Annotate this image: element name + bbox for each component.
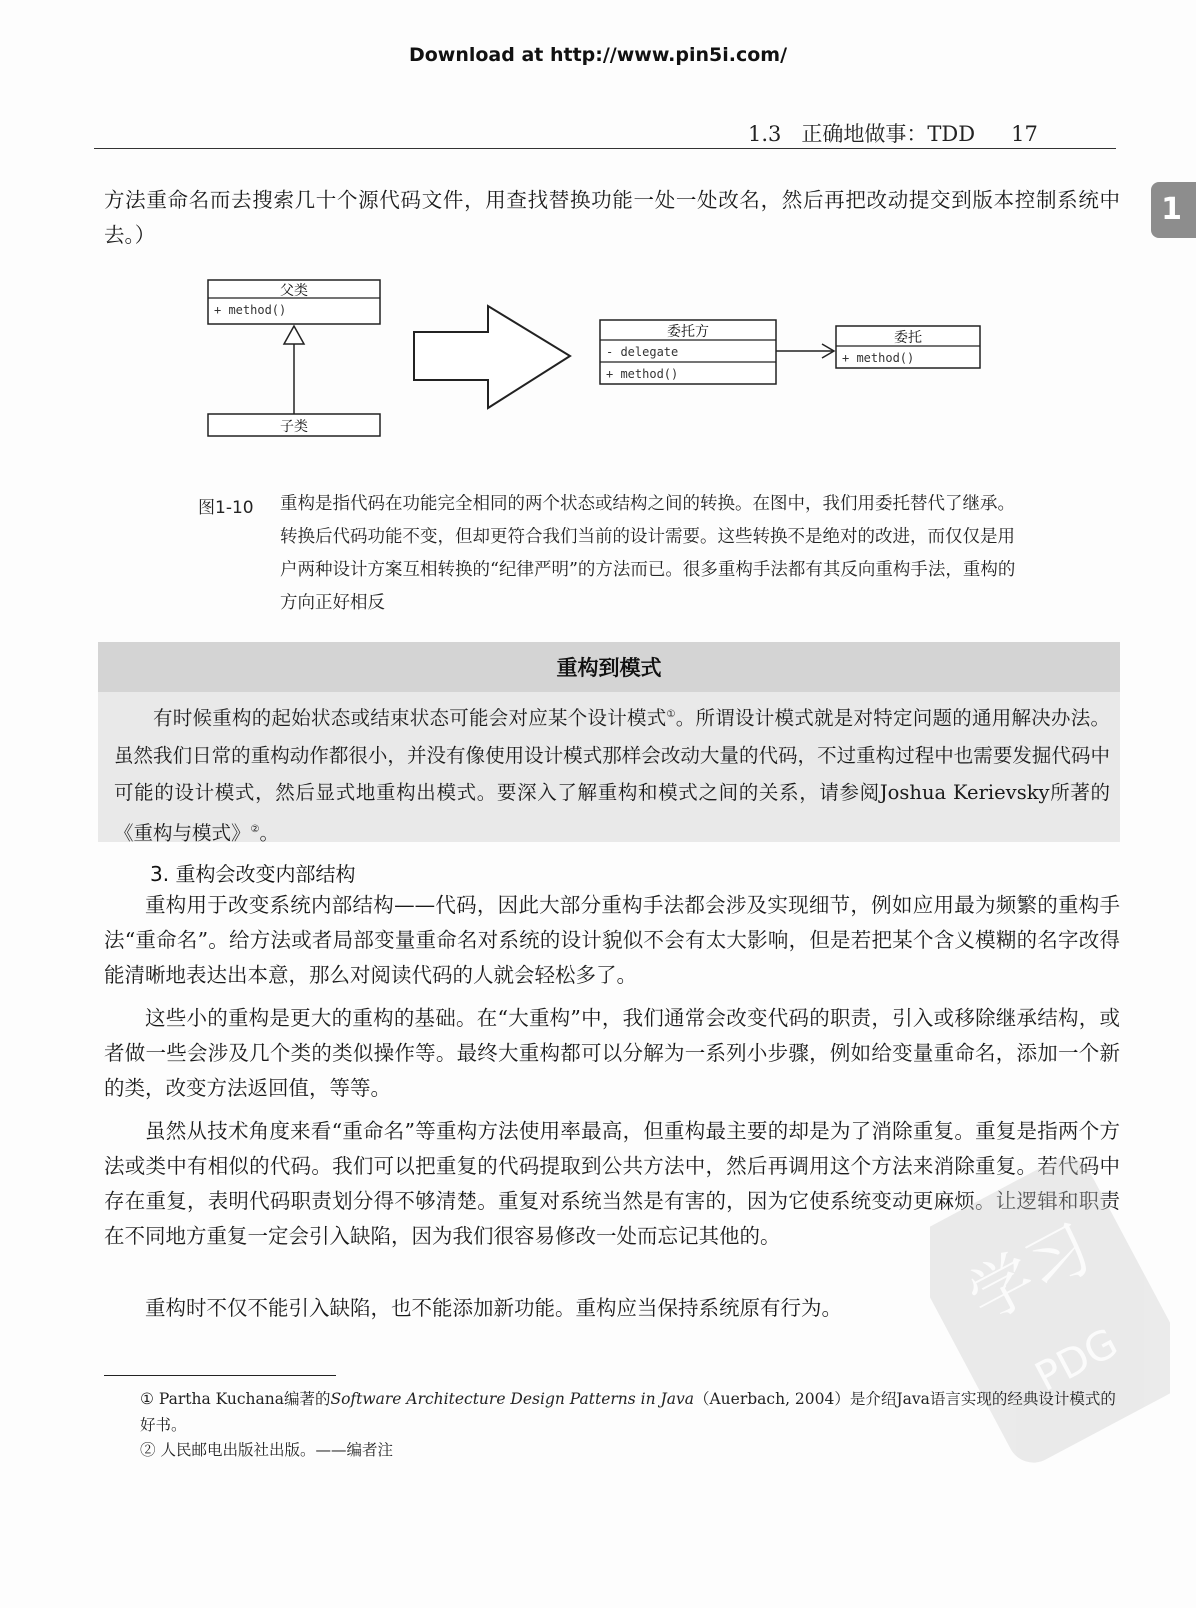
delegator-method: + method()	[606, 367, 679, 381]
footnote-1-author: Partha Kuchana编著的	[158, 1390, 331, 1408]
sidebar-title: 重构到模式	[556, 656, 662, 680]
sidebar-text-1: 有时候重构的起始状态或结束状态可能会对应某个设计模式	[153, 706, 667, 730]
delegator-class-box	[600, 320, 776, 384]
figure-label: 图1-10	[198, 498, 254, 518]
section-title: 正确地做事：TDD	[801, 122, 976, 146]
body-paragraph-2: 这些小的重构是更大的重构的基础。在“大重构”中，我们通常会改变代码的职责，引入或移除继承结构，或者做一些会涉及几个类的类似操作等。最终大重构都可以分解为一系列小步骤，例如给变量重命名，添加一个新的类，改变方法返回值，等等。	[104, 1006, 1120, 1100]
child-class-name: 子类	[280, 419, 308, 435]
footnote-2-marker: ②	[140, 1441, 156, 1459]
footnote-rule	[104, 1375, 336, 1376]
running-header	[748, 118, 1038, 148]
parent-class-box	[208, 280, 380, 324]
footnote-ref-1: ①	[666, 709, 676, 720]
watermark-characters: 学习	[956, 1211, 1105, 1337]
body-paragraph-1: 重构用于改变系统内部结构——代码，因此大部分重构手法都会涉及实现细节，例如应用最为频繁的重构手法“重命名”。给方法或者局部变量重命名对系统的设计貌似不会有太大影响，但是若把某个含义模糊的名字改得能清晰地表达出本意，那么对阅读代码的人就会轻松多了。	[104, 893, 1120, 987]
section-number: 1.3	[748, 122, 782, 146]
section-heading: 3. 重构会改变内部结构	[150, 862, 356, 886]
body-paragraph-3: 虽然从技术角度来看“重命名”等重构方法使用率最高，但重构最主要的却是为了消除重复。重复是指两个方法或类中有相似的代码。我们可以把重复的代码提取到公共方法中，然后再调用这个方法来消除重复。若代码中存在重复，表明代码职责划分得不够清楚。重复对系统当然是有害的，因为它使系统变动更麻烦。让逻辑和职责在不同地方重复一定会引入缺陷，因为我们很容易修改一处而忘记其他的。	[104, 1119, 1120, 1248]
footnote-1-rest: （Auerbach, 2004）是介绍Java语言实现的经典设计模式的好书。	[140, 1390, 1116, 1434]
body-paragraph-4: 重构时不仅不能引入缺陷，也不能添加新功能。重构应当保持系统原有行为。	[145, 1296, 842, 1320]
footnote-ref-2: ②	[250, 823, 260, 835]
transform-arrow	[414, 306, 570, 408]
footnote-2-text: 人民邮电出版社出版。——编者注	[160, 1441, 393, 1459]
watermark-code: PDG	[1028, 1319, 1126, 1401]
chapter-number: 1	[1161, 192, 1182, 227]
sidebar-text-end: 。	[259, 821, 279, 844]
header-rule	[94, 148, 1116, 149]
refactoring-diagram	[200, 276, 1000, 456]
child-class-box	[208, 414, 380, 436]
sidebar-text-2: 。所谓设计模式就是对特定问题的通用解决办法。虽然我们日常的重构动作都很小，并没有像使用设计模式那样会改动大量的代码，不过重构过程中也需要发掘代码中可能的设计模式，然后显式地重构出模式。要深入了解重构和模式之间的关系，请参阅Joshua Kerievsky所著的《重构与模式》	[114, 706, 1110, 844]
delegate-method: + method()	[842, 351, 915, 365]
footnote-1-marker: ①	[140, 1390, 154, 1408]
download-banner: Download at http://www.pin5i.com/	[408, 44, 788, 66]
footnote-1-book-title: Software Architecture Design Patterns in Java	[330, 1390, 694, 1408]
chapter-tab	[1151, 182, 1196, 238]
delegate-class-name: 委托	[894, 330, 922, 346]
delegator-class-name: 委托方	[667, 324, 709, 340]
footnote-2	[140, 1437, 1120, 1463]
parent-class-name: 父类	[280, 283, 308, 299]
page-number: 17	[1011, 122, 1038, 146]
delegate-class-box	[836, 326, 980, 368]
delegator-field: - delegate	[606, 345, 679, 359]
intro-paragraph: 方法重命名而去搜索几十个源代码文件，用查找替换功能一处一处改名，然后再把改动提交到版本控制系统中去。）	[104, 188, 1120, 247]
inheritance-arrowhead	[284, 326, 304, 344]
sidebar-body	[114, 696, 1110, 851]
footnote-1	[140, 1386, 1120, 1438]
figure-caption: 重构是指代码在功能完全相同的两个状态或结构之间的转换。在图中，我们用委托替代了继承。转换后代码功能不变，但却更符合我们当前的设计需要。这些转换不是绝对的改进，而仅仅是用户两种设计方案互相转换的“纪律严明”的方法而已。很多重构手法都有其反向重构手法，重构的方向正好相反	[280, 494, 1016, 613]
parent-class-method: + method()	[214, 303, 287, 317]
